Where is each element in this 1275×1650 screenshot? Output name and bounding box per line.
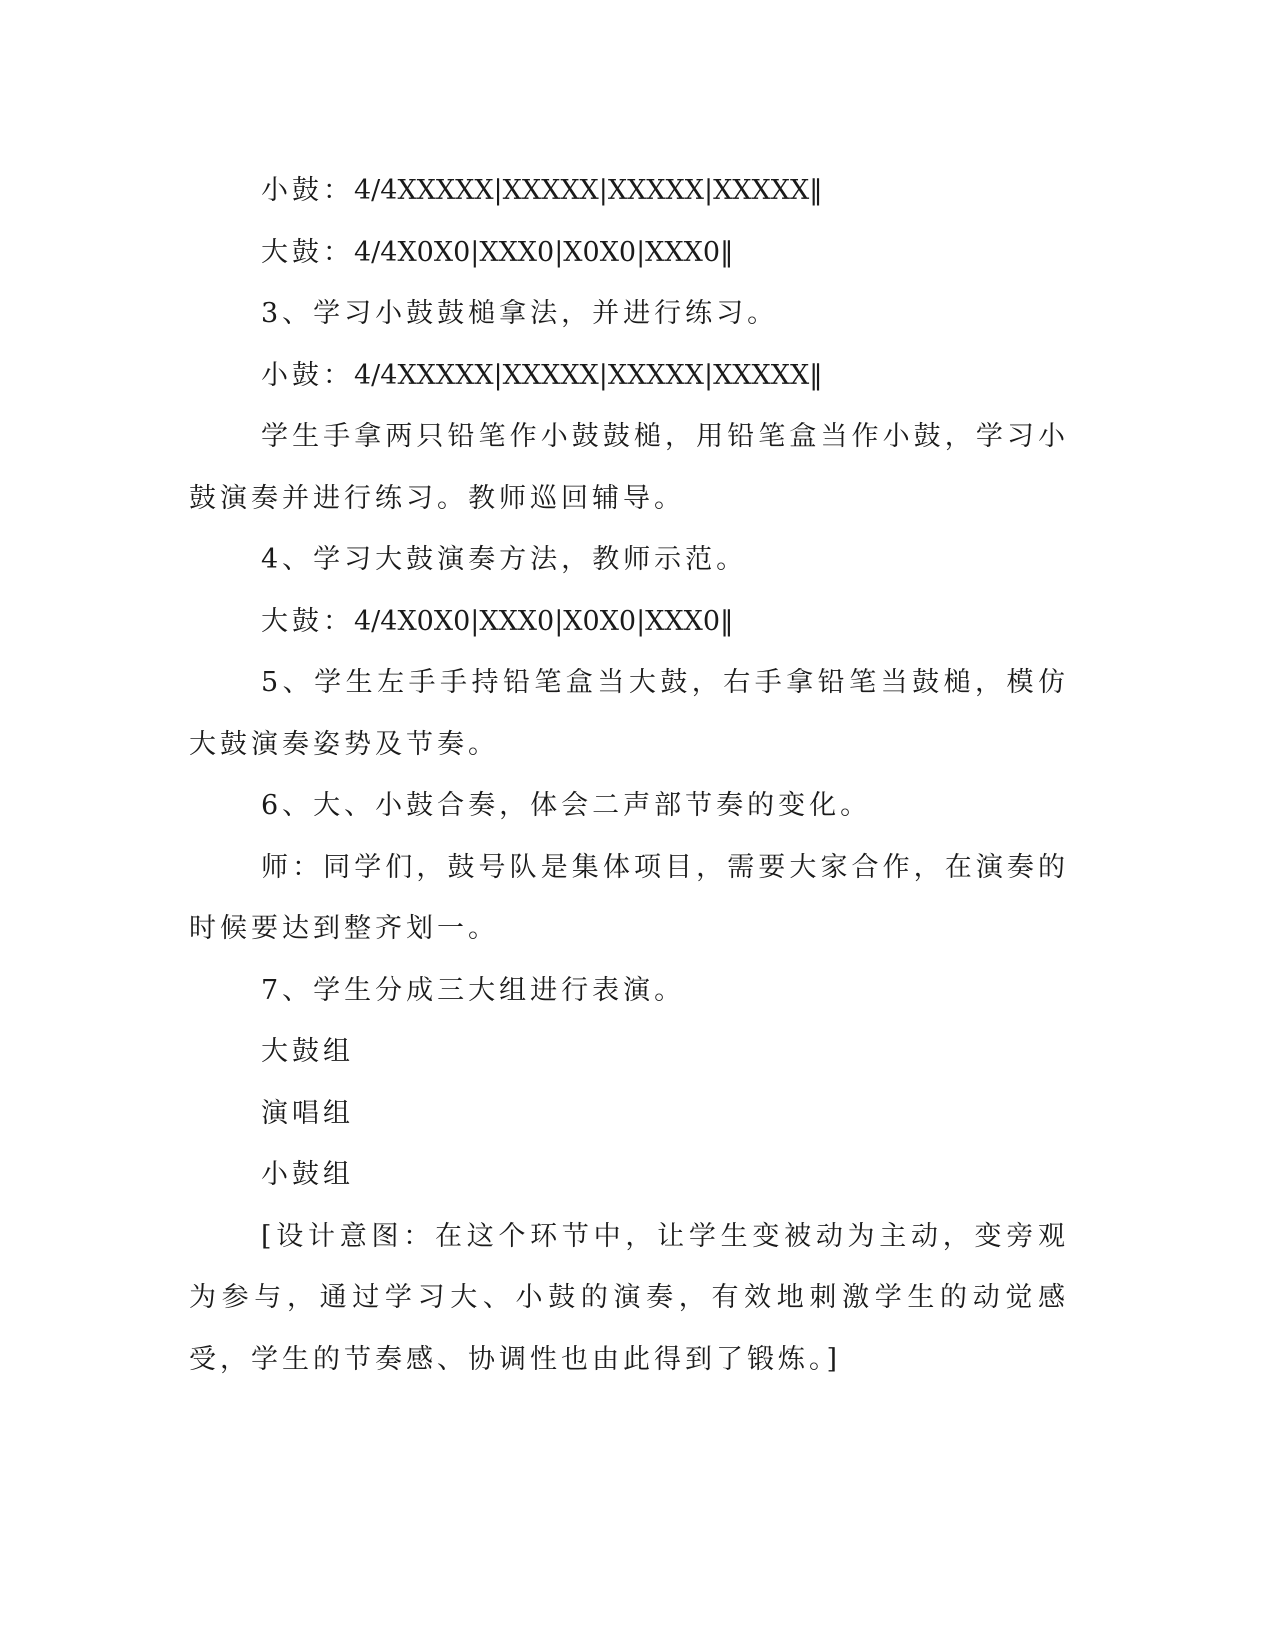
- design-intent-paragraph: [设计意图：在这个环节中，让学生变被动为主动，变旁观为参与，通过学习大、小鼓的演奏，有效地刺激学生的动觉感受，学生的节奏感、协调性也由此得到了锻炼。]: [189, 1220, 1069, 1375]
- rhythm-pattern: 4/4X0X0|XXX0|X0X0|XXX0‖: [354, 605, 734, 637]
- document-body: [189, 160, 1069, 1390]
- notation-label: 大鼓：: [261, 236, 354, 268]
- snare-drum-notation: [189, 160, 1069, 222]
- notation-label: 小鼓：: [261, 175, 354, 206]
- rhythm-pattern: 4/4XXXXX|XXXXX|XXXXX|XXXXX‖: [354, 359, 823, 391]
- step-5-paragraph: 5、学生左手手持铅笔盒当大鼓，右手拿铅笔当鼓槌，模仿大鼓演奏姿势及节奏。: [189, 667, 1069, 760]
- step-6-line: 6、大、小鼓合奏，体会二声部节奏的变化。: [261, 790, 872, 821]
- group-bass-drum: 大鼓组: [261, 1036, 354, 1067]
- rhythm-pattern: 4/4X0X0|XXX0|X0X0|XXX0‖: [354, 236, 734, 268]
- snare-drum-notation: [189, 345, 1069, 407]
- step-7-line: 7、学生分成三大组进行表演。: [261, 974, 686, 1006]
- group-singing: 演唱组: [261, 1097, 354, 1129]
- step-4-line: 4、学习大鼓演奏方法，教师示范。: [261, 544, 748, 575]
- notation-label: 大鼓：: [261, 605, 354, 637]
- rhythm-pattern: 4/4XXXXX|XXXXX|XXXXX|XXXXX‖: [354, 175, 823, 206]
- teacher-remark-paragraph: 师：同学们，鼓号队是集体项目，需要大家合作，在演奏的时候要达到整齐划一。: [189, 851, 1069, 944]
- group-snare-drum: 小鼓组: [261, 1159, 354, 1190]
- bass-drum-notation: [189, 591, 1069, 653]
- notation-label: 小鼓：: [261, 359, 354, 391]
- bass-drum-notation: [189, 222, 1069, 284]
- step-3-line: 3、学习小鼓鼓槌拿法，并进行练习。: [261, 298, 779, 329]
- snare-practice-paragraph: 学生手拿两只铅笔作小鼓鼓槌，用铅笔盒当作小鼓，学习小鼓演奏并进行练习。教师巡回辅导。: [189, 421, 1069, 514]
